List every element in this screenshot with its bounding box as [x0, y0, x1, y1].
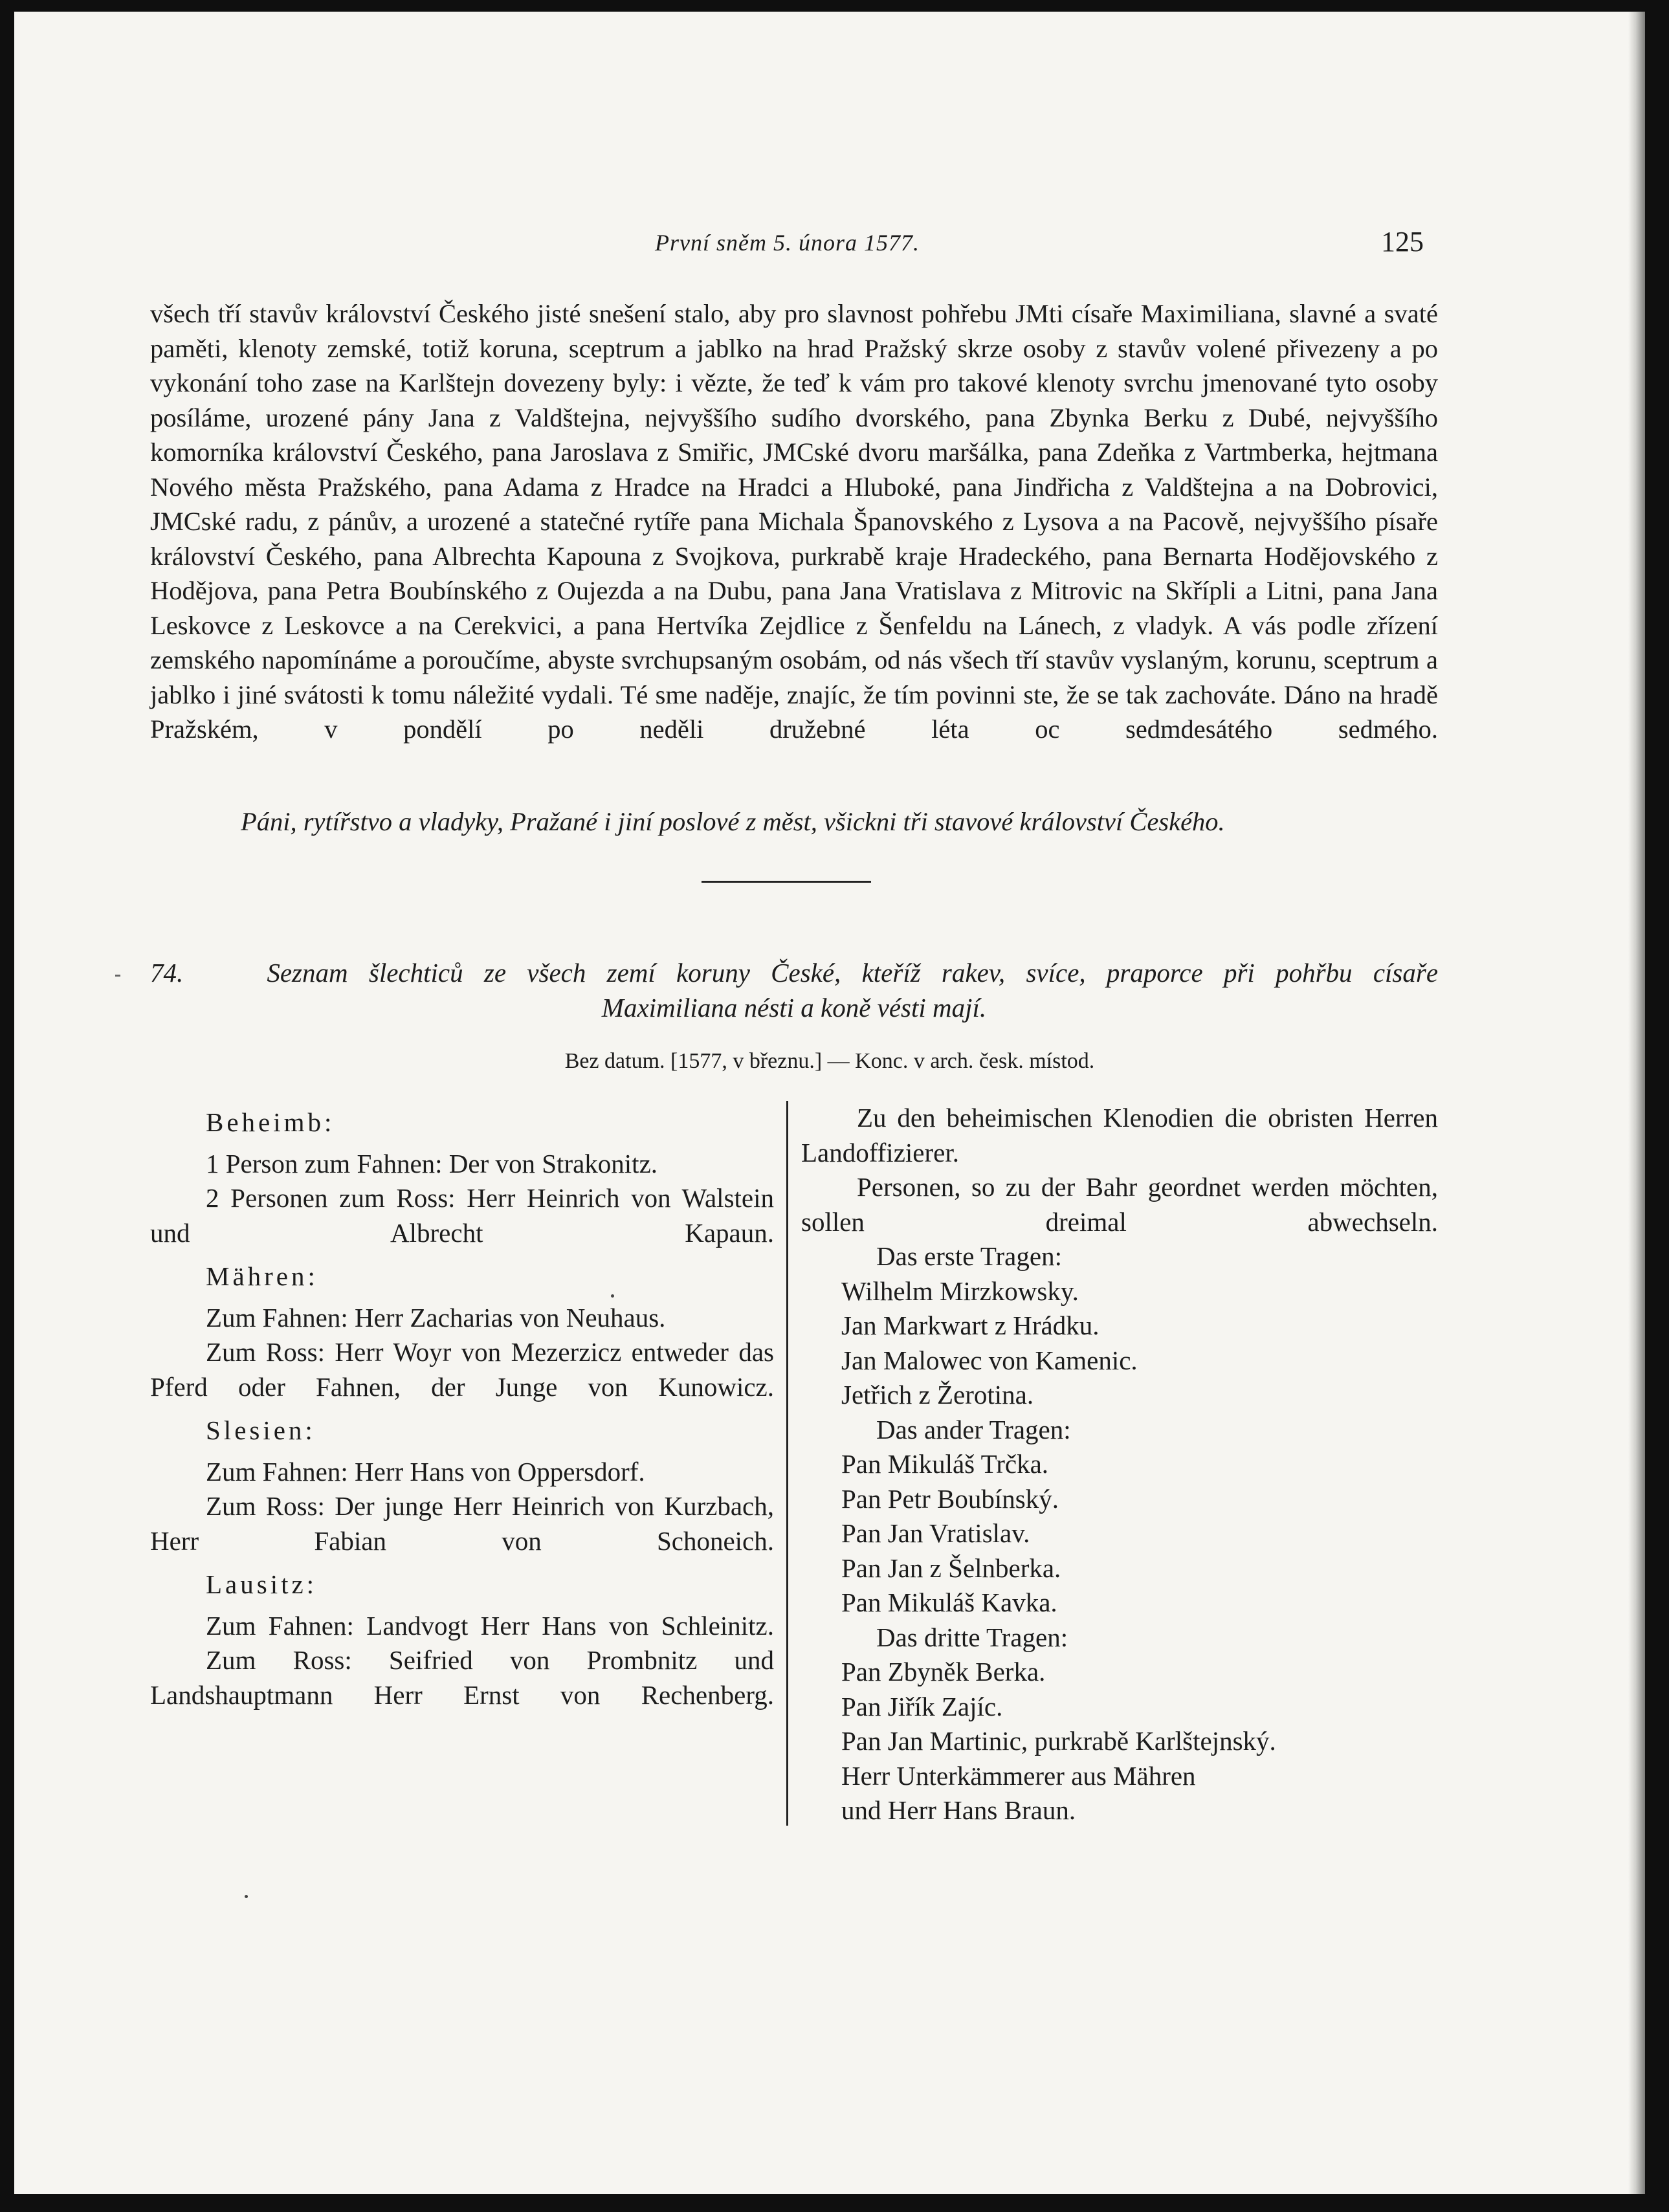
- right-intro-2: Personen, so zu der Bahr geordnet werden möchten, sollen dreimal abwechseln.: [801, 1172, 1438, 1237]
- name-line: Wilhelm Mirzkowsky.: [841, 1276, 1079, 1306]
- document-heading-line1: [150, 955, 1438, 990]
- name-line: Pan Petr Boubínský.: [841, 1483, 1059, 1514]
- section-heading-mahren: Mähren:: [206, 1261, 318, 1291]
- name-line: Jan Markwart z Hrádku.: [841, 1311, 1100, 1340]
- name-line: Pan Mikuláš Kavka.: [841, 1587, 1057, 1617]
- document-heading: [150, 955, 1438, 1025]
- name-line: Pan Jiřík Zajíc.: [841, 1691, 1003, 1721]
- document-title-line2: Maximiliana nésti a koně vésti mají.: [601, 993, 987, 1023]
- name-line: und Herr Hans Braun.: [841, 1795, 1076, 1825]
- entry-text: Zum Ross: Herr Woyr von Mezerzicz entweder das Pferd oder Fahnen, der Junge von Kunowicz.: [150, 1337, 774, 1402]
- page-edge-shadow: [1628, 12, 1645, 2194]
- name-line: Jetřich z Žerotina.: [841, 1380, 1034, 1410]
- name-line: Pan Zbyněk Berka.: [841, 1657, 1046, 1687]
- letter-body-text: všech tří stavův království Českého jisté snešení stalo, aby pro slavnost pohřebu JMti císaře Maximiliana, slavné a svaté paměti, klenoty zemské, totiž koruna, sceptrum a jablko na hrad Pražský skrze osoby z stavův volené přivezeny a po vykonání toho zase na Karlštejn dovezeny byly: i vězte, že teď k vám pro takové klenoty svrchu jmenované tyto osoby posíláme, urozené pány Jana z Valdštejna, nejvyššího sudího dvorského, pana Zbynka Berku z Dubé, nejvyššího komorníka království Českého, pana Jaroslava z Smiřic, JMCské dvoru maršálka, pana Zdeňka z Vartmberka, hejtmana Nového města Pražského, pana Adama z Hradce na Hradci a Hluboké, pana Jindřicha z Valdštejna a na Dobrovici, JMCské radu, z pánův, a urozené a statečné rytíře pana Michala Španovského z Lysova a na Pacově, nejvyššího písaře království Českého, pana Albrechta Kapouna z Svojkova, purkrabě kraje Hradeckého, pana Bernarta Hodějovského z Hodějova, pana Petra Boubínského z Oujezda a na Dubu, pana Jana Vratislava z Mitrovic na Skřípli a Litni, pana Jana Leskovce z Leskovce a na Cerekvici, a pana Hertvíka Zejdlice z Šenfeldu na Lánech, z vladyk. A vás podle zřízení zemského napomínáme a poroučíme, abyste svrchupsaným osobám, od nás všech tří stavův vyslaným, korunu, sceptrum a jablko i jiné svátosti k tomu náležité vydali. Té sme naděje, znajíc, že tím povinni ste, že se tak zachováte. Dáno na hradě Pražském, v pondělí po neděli družebné léta oc sedmdesátého sedmého.: [150, 299, 1438, 744]
- right-intro: Zu den beheimischen Klenodien die obristen Herren Landoffizierer.: [801, 1103, 1438, 1167]
- document-number: 74.: [150, 958, 184, 988]
- section-heading-beheimb: Beheimb:: [206, 1107, 335, 1137]
- ink-speck: [245, 1895, 248, 1898]
- group-heading: Das dritte Tragen:: [876, 1622, 1068, 1652]
- column-divider: [786, 1101, 788, 1826]
- group-heading: Das ander Tragen:: [876, 1414, 1071, 1444]
- name-line: Herr Unterkämmerer aus Mähren: [841, 1760, 1196, 1791]
- book-page: [14, 12, 1645, 2194]
- section-heading-lausitz: Lausitz:: [206, 1569, 318, 1599]
- ink-speck: [611, 1294, 614, 1298]
- entry-text: Zum Ross: Der junge Herr Heinrich von Kurzbach, Herr Fabian von Schoneich.: [150, 1491, 774, 1556]
- entry-text: Zum Ross: Seifried von Prombnitz und Landshauptmann Herr Ernst von Rechenberg.: [150, 1645, 774, 1710]
- left-column: [150, 1105, 774, 1712]
- entry-text: 2 Personen zum Ross: Herr Heinrich von Walstein und Albrecht Kapaun.: [150, 1183, 774, 1248]
- entry-text: 1 Person zum Fahnen: Der von Strakonitz.: [206, 1148, 658, 1178]
- running-head-title: První sněm 5. února 1577.: [655, 230, 920, 256]
- name-line: Pan Jan z Šelnberka.: [841, 1553, 1061, 1583]
- name-line: Pan Mikuláš Trčka.: [841, 1449, 1049, 1479]
- name-line: Pan Jan Vratislav.: [841, 1518, 1030, 1548]
- group-heading: Das erste Tragen:: [876, 1241, 1062, 1271]
- name-line: Jan Malowec von Kamenic.: [841, 1345, 1138, 1375]
- entry-text: Zum Fahnen: Herr Zacharias von Neuhaus.: [206, 1302, 666, 1333]
- document-dateline: Bez datum. [1577, v březnu.] — Konc. v arch. česk. místod.: [564, 1049, 1095, 1073]
- section-heading-slesien: Slesien:: [206, 1415, 316, 1445]
- name-line: Pan Jan Martinic, purkrabě Karlštejnský.: [841, 1726, 1276, 1756]
- entry-text: Zum Fahnen: Landvogt Herr Hans von Schleinitz.: [206, 1610, 774, 1641]
- page-number: 125: [1381, 226, 1424, 258]
- section-divider-rule: [702, 881, 871, 883]
- entry-text: Zum Fahnen: Herr Hans von Oppersdorf.: [206, 1456, 645, 1487]
- document-title-line1: Seznam šlechticů ze všech zemí koruny České, kteříž rakev, svíce, praporce při pohřbu císaře: [267, 958, 1439, 988]
- letter-signature: Páni, rytířstvo a vladyky, Pražané i jiní poslové z měst, všickni tři stavové království Českého.: [241, 807, 1225, 836]
- margin-mark: [115, 975, 120, 977]
- right-column: [801, 1101, 1438, 1828]
- running-head: [14, 225, 1645, 264]
